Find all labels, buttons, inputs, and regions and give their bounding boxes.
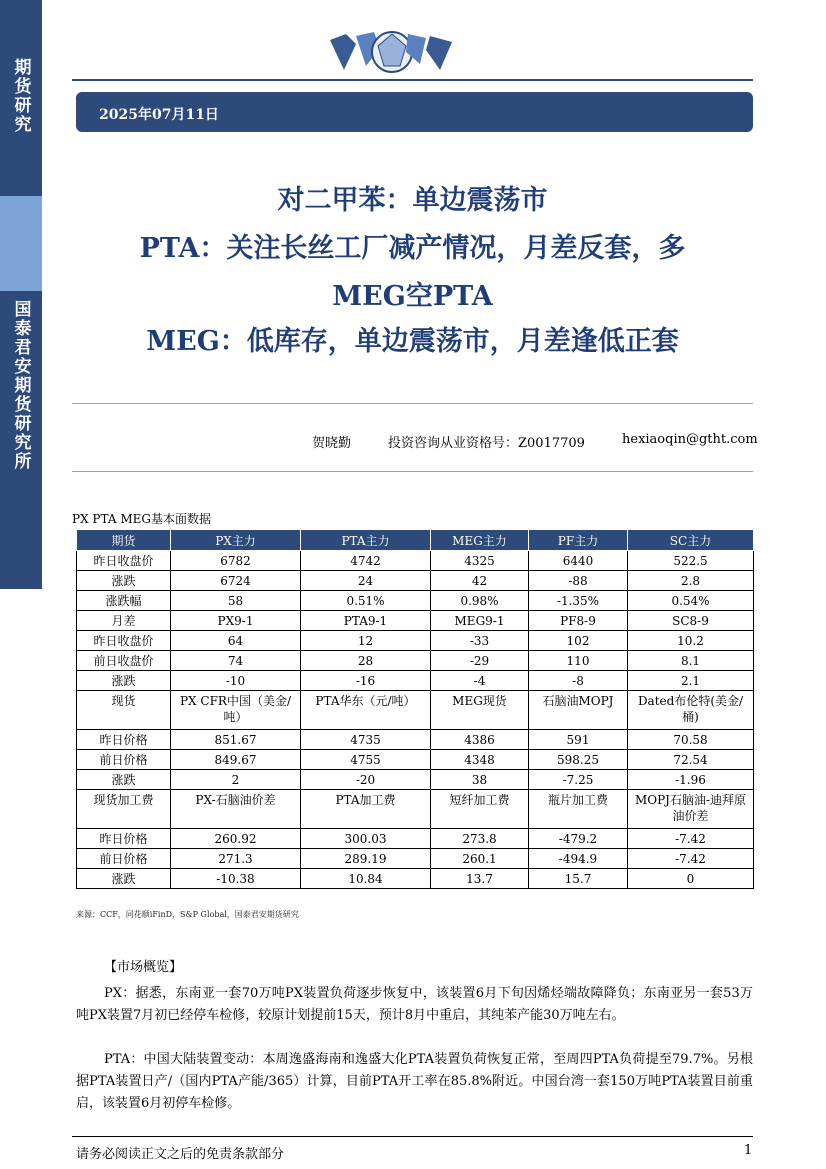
table-row <box>77 671 754 691</box>
footer-disclaimer: 请务必阅读正文之后的免责条款部分 <box>76 1147 285 1162</box>
row-label-cell: 涨跌 <box>77 770 171 790</box>
header-cell: MEG主力 <box>431 530 529 551</box>
table-cell: 0.98% <box>431 591 529 611</box>
table-cell: PX9-1 <box>171 611 301 631</box>
report-title-line-3: MEG空PTA <box>332 281 493 312</box>
table-row <box>77 849 754 869</box>
table-cell: 591 <box>529 730 628 750</box>
table-cell: PX CFR中国（美金/吨） <box>171 691 301 730</box>
table-cell: 849.67 <box>171 750 301 770</box>
table-cell: 8.1 <box>628 651 754 671</box>
table-cell: 28 <box>301 651 431 671</box>
table-cell: 4348 <box>431 750 529 770</box>
table-cell: 58 <box>171 591 301 611</box>
table-cell: 12 <box>301 631 431 651</box>
report-title-line-2: PTA：关注长丝工厂减产情况，月差反套，多 <box>139 233 686 264</box>
table-cell: 110 <box>529 651 628 671</box>
table-cell: -479.2 <box>529 829 628 849</box>
table-cell: PTA华东（元/吨） <box>301 691 431 730</box>
table-cell: 0.51% <box>301 591 431 611</box>
table-row <box>77 869 754 889</box>
table-cell: 851.67 <box>171 730 301 750</box>
table-cell: PTA9-1 <box>301 611 431 631</box>
table-cell: 4386 <box>431 730 529 750</box>
table-cell: -8 <box>529 671 628 691</box>
author-divider <box>72 471 753 472</box>
fundamentals-table <box>76 529 754 889</box>
table-cell: PF8-9 <box>529 611 628 631</box>
table-cell: -7.42 <box>628 849 754 869</box>
table-row <box>77 651 754 671</box>
table-cell: 300.03 <box>301 829 431 849</box>
table-row <box>77 750 754 770</box>
table-row <box>77 571 754 591</box>
table-cell: -1.35% <box>529 591 628 611</box>
row-label-cell: 涨跌 <box>77 671 171 691</box>
row-label-cell: 涨跌 <box>77 571 171 591</box>
table-cell: MEG9-1 <box>431 611 529 631</box>
table-cell: 598.25 <box>529 750 628 770</box>
table-cell: -494.9 <box>529 849 628 869</box>
table-cell: 289.19 <box>301 849 431 869</box>
table-cell: MOPJ石脑油-迪拜原油价差 <box>628 790 754 829</box>
table-row <box>77 770 754 790</box>
row-label-cell: 前日价格 <box>77 750 171 770</box>
table-cell: SC8-9 <box>628 611 754 631</box>
table-row <box>77 631 754 651</box>
header-cell: 期货 <box>77 530 171 551</box>
row-label-cell: 昨日价格 <box>77 730 171 750</box>
row-label-cell: 月差 <box>77 611 171 631</box>
table-row <box>77 551 754 571</box>
table-cell: -20 <box>301 770 431 790</box>
table-cell: 2 <box>171 770 301 790</box>
title-divider <box>72 403 753 404</box>
table-cell: 13.7 <box>431 869 529 889</box>
sidebar-middle-block <box>0 196 42 291</box>
table-cell: 2.1 <box>628 671 754 691</box>
table-cell: -88 <box>529 571 628 591</box>
row-label-cell: 前日价格 <box>77 849 171 869</box>
sidebar-label-institute: 国泰君安期货研究所 <box>10 300 31 471</box>
table-cell: 24 <box>301 571 431 591</box>
report-date: 2025年07月11日 <box>99 107 219 123</box>
table-cell: 瓶片加工费 <box>529 790 628 829</box>
table-cell: 4325 <box>431 551 529 571</box>
table-row <box>77 790 754 829</box>
table-row <box>77 730 754 750</box>
table-cell: 260.92 <box>171 829 301 849</box>
table-cell: -4 <box>431 671 529 691</box>
report-title-line-1: 对二甲苯：单边震荡市 <box>277 185 548 216</box>
row-label-cell: 涨跌 <box>77 869 171 889</box>
row-label-cell: 昨日价格 <box>77 829 171 849</box>
table-cell: 短纤加工费 <box>431 790 529 829</box>
px-paragraph: PX：据悉，东南亚一套70万吨PX装置负荷逐步恢复中，该装置6月下旬因烯烃端故障降负；东南亚另一套53万吨PX装置7月初已经停车检修，较原计划提前15天，预计8月中重启，其纯苯产能30万吨左右。 <box>76 986 753 1023</box>
table-row <box>77 691 754 730</box>
table-header-row <box>77 530 754 551</box>
table-source-note: 来源：CCF，同花顺iFinD，S&P Global，国泰君安期货研究 <box>76 910 299 919</box>
table-cell: -33 <box>431 631 529 651</box>
header-rule <box>72 79 753 81</box>
table-cell: -7.25 <box>529 770 628 790</box>
table-cell: 72.54 <box>628 750 754 770</box>
page-number: 1 <box>744 1143 753 1158</box>
table-cell: 石脑油MOPJ <box>529 691 628 730</box>
table-row <box>77 829 754 849</box>
row-label-cell: 现货加工费 <box>77 790 171 829</box>
table-cell: -1.96 <box>628 770 754 790</box>
table-cell: -29 <box>431 651 529 671</box>
table-cell: 4742 <box>301 551 431 571</box>
table-cell: 0.54% <box>628 591 754 611</box>
table-cell: -7.42 <box>628 829 754 849</box>
table-cell: PTA加工费 <box>301 790 431 829</box>
table-cell: 522.5 <box>628 551 754 571</box>
table-row <box>77 591 754 611</box>
header-cell: PX主力 <box>171 530 301 551</box>
diamond-logo-icon <box>322 26 462 80</box>
row-label-cell: 昨日收盘价 <box>77 551 171 571</box>
table-cell: 42 <box>431 571 529 591</box>
table-cell: -16 <box>301 671 431 691</box>
author-name: 贺晓勤 <box>312 436 352 451</box>
table-cell: 4735 <box>301 730 431 750</box>
row-label-cell: 涨跌幅 <box>77 591 171 611</box>
table-cell: 260.1 <box>431 849 529 869</box>
table-cell: -10 <box>171 671 301 691</box>
table-cell: 271.3 <box>171 849 301 869</box>
table-row <box>77 611 754 631</box>
row-label-cell: 前日收盘价 <box>77 651 171 671</box>
row-label-cell: 现货 <box>77 691 171 730</box>
table-cell: PX-石脑油价差 <box>171 790 301 829</box>
table-cell: 70.58 <box>628 730 754 750</box>
table-cell: Dated布伦特(美金/桶) <box>628 691 754 730</box>
table-cell: 6724 <box>171 571 301 591</box>
table-cell: 64 <box>171 631 301 651</box>
table-cell: 6440 <box>529 551 628 571</box>
table-cell: 10.2 <box>628 631 754 651</box>
table-cell: 102 <box>529 631 628 651</box>
table-cell: 10.84 <box>301 869 431 889</box>
report-title-line-4: MEG：低库存，单边震荡市，月差逢低正套 <box>146 326 679 357</box>
header-cell: SC主力 <box>628 530 754 551</box>
table-cell: 15.7 <box>529 869 628 889</box>
author-email: hexiaoqin@gtht.com <box>622 432 758 447</box>
table-cell: 6782 <box>171 551 301 571</box>
row-label-cell: 昨日收盘价 <box>77 631 171 651</box>
footer-rule <box>72 1136 753 1137</box>
table-cell: MEG现货 <box>431 691 529 730</box>
table-title: PX PTA MEG基本面数据 <box>72 512 211 526</box>
header-cell: PTA主力 <box>301 530 431 551</box>
table-cell: -10.38 <box>171 869 301 889</box>
header-cell: PF主力 <box>529 530 628 551</box>
sidebar-label-research: 期货研究 <box>10 58 31 134</box>
author-license: 投资咨询从业资格号：Z0017709 <box>388 436 585 451</box>
table-cell: 0 <box>628 869 754 889</box>
table-cell: 74 <box>171 651 301 671</box>
table-cell: 38 <box>431 770 529 790</box>
market-overview-heading: 【市场概览】 <box>104 960 183 975</box>
table-cell: 2.8 <box>628 571 754 591</box>
pta-paragraph: PTA：中国大陆装置变动：本周逸盛海南和逸盛大化PTA装置负荷恢复正常，至周四PTA负荷提至79.7%。另根据PTA装置日产/（国内PTA产能/365）计算，目前PTA开工率在85.8%附近。中国台湾一套150万吨PTA装置目前重启，该装置6月初停车检修。 <box>76 1052 753 1111</box>
table-cell: 273.8 <box>431 829 529 849</box>
table-cell: 4755 <box>301 750 431 770</box>
